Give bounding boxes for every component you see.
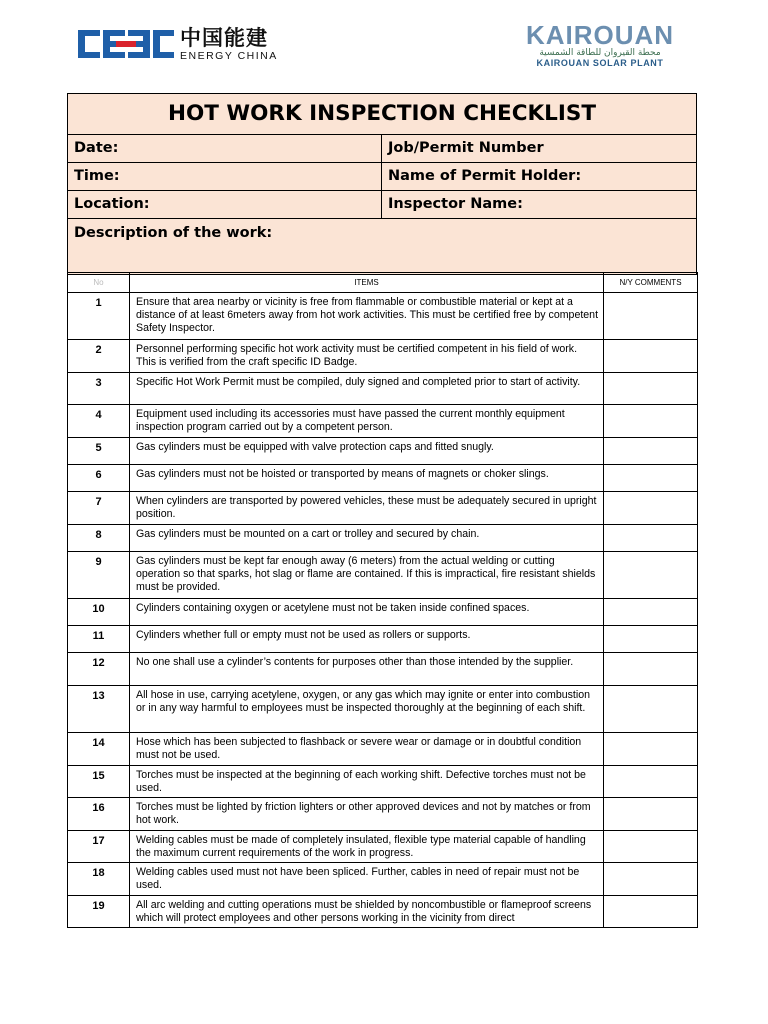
checklist-row-comment-cell[interactable] xyxy=(604,798,698,831)
checklist-row xyxy=(68,465,698,492)
kairouan-wordmark: KAIROUAN xyxy=(525,20,675,50)
checklist-row xyxy=(68,405,698,438)
checklist-row-comment-cell[interactable] xyxy=(604,733,698,766)
checklist-row-comment-cell[interactable] xyxy=(604,373,698,405)
kairouan-arabic-name: محطة القيروان للطاقة الشمسية xyxy=(539,48,661,58)
permit-holder-field[interactable]: Name of Permit Holder: xyxy=(388,168,582,184)
checklist-row-number: 13 xyxy=(68,686,130,733)
checklist-row-number: 6 xyxy=(68,465,130,492)
checklist-row-number: 1 xyxy=(68,293,130,340)
checklist-row-number: 19 xyxy=(68,896,130,928)
date-field[interactable]: Date: xyxy=(68,135,382,162)
checklist-body xyxy=(68,293,698,928)
checklist-row-number: 8 xyxy=(68,525,130,552)
checklist-row-comment-cell[interactable] xyxy=(604,626,698,653)
checklist-header-row xyxy=(68,273,698,293)
checklist-row-comment-cell[interactable] xyxy=(604,599,698,626)
column-header-comments: N/Y COMMENTS xyxy=(604,273,698,293)
checklist-row-item: Gas cylinders must be mounted on a cart or trolley and secured by chain. xyxy=(130,525,604,552)
checklist-row-comment-cell[interactable] xyxy=(604,766,698,798)
checklist-row-item: Cylinders containing oxygen or acetylene must not be taken inside confined spaces. xyxy=(130,599,604,626)
checklist-row-number: 9 xyxy=(68,552,130,599)
ceec-logo xyxy=(78,24,278,64)
form-row-date xyxy=(68,135,696,163)
checklist-row xyxy=(68,293,698,340)
checklist-row-number: 7 xyxy=(68,492,130,525)
checklist-row-number: 11 xyxy=(68,626,130,653)
checklist-row-item: Gas cylinders must be kept far enough away (6 meters) from the actual welding or cutting operation so that sparks, hot slag or flame are contained. If this is impractical, fire resistant shields must be provided. xyxy=(130,552,604,599)
checklist-row-item: When cylinders are transported by powered vehicles, these must be adequately secured in upright position. xyxy=(130,492,604,525)
checklist-row-item: Ensure that area nearby or vicinity is free from flammable or combustible material or kept at a distance of at least 6meters away from hot work activities. This must be certified free by competent Safety Inspector. xyxy=(130,293,604,340)
form-row-location xyxy=(68,191,696,219)
form-row-time xyxy=(68,163,696,191)
checklist-row-comment-cell[interactable] xyxy=(604,831,698,863)
checklist-row-number: 14 xyxy=(68,733,130,766)
checklist-row-comment-cell[interactable] xyxy=(604,340,698,373)
checklist-row xyxy=(68,653,698,686)
checklist-row-item: Specific Hot Work Permit must be compiled, duly signed and completed prior to start of activity. xyxy=(130,373,604,405)
ceec-logo-mark-icon xyxy=(78,26,174,62)
checklist-row-item: Hose which has been subjected to flashback or severe wear or damage or in doubtful condition must not be used. xyxy=(130,733,604,766)
checklist-row-item: All hose in use, carrying acetylene, oxygen, or any gas which may ignite or enter into combustion or in any way harmful to employees must be inspected thoroughly at the beginning of each shift. xyxy=(130,686,604,733)
ceec-chinese-name: 中国能建 xyxy=(180,25,268,50)
page-title: HOT WORK INSPECTION CHECKLIST xyxy=(68,94,696,135)
checklist-row-number: 12 xyxy=(68,653,130,686)
checklist-row xyxy=(68,492,698,525)
checklist-row xyxy=(68,733,698,766)
checklist-row-number: 16 xyxy=(68,798,130,831)
checklist-row-item: Torches must be inspected at the beginning of each working shift. Defective torches must not be used. xyxy=(130,766,604,798)
checklist-row-comment-cell[interactable] xyxy=(604,438,698,465)
inspection-form-header xyxy=(67,93,697,275)
checklist-row-number: 15 xyxy=(68,766,130,798)
checklist-row-item: Welding cables must be made of completely insulated, flexible type material capable of handling the maximum current requirements of the work in progress. xyxy=(130,831,604,863)
checklist-row-number: 3 xyxy=(68,373,130,405)
checklist-row xyxy=(68,686,698,733)
checklist-row-comment-cell[interactable] xyxy=(604,405,698,438)
checklist-row-item: Gas cylinders must be equipped with valve protection caps and fitted snugly. xyxy=(130,438,604,465)
checklist-row xyxy=(68,525,698,552)
checklist-row xyxy=(68,896,698,928)
checklist-row-number: 10 xyxy=(68,599,130,626)
inspector-name-field[interactable]: Inspector Name: xyxy=(388,196,523,212)
checklist-row xyxy=(68,798,698,831)
column-header-items: ITEMS xyxy=(130,273,604,293)
checklist-row-item: Welding cables used must not have been spliced. Further, cables in need of repair must not be used. xyxy=(130,863,604,896)
description-field[interactable]: Description of the work: xyxy=(74,225,273,241)
checklist-row-number: 18 xyxy=(68,863,130,896)
checklist-row-comment-cell[interactable] xyxy=(604,492,698,525)
checklist-row-number: 4 xyxy=(68,405,130,438)
checklist-row xyxy=(68,831,698,863)
location-field[interactable]: Location: xyxy=(68,191,382,218)
checklist-row-item: No one shall use a cylinder’s contents for purposes other than those intended by the supplier. xyxy=(130,653,604,686)
checklist-row xyxy=(68,863,698,896)
checklist-row xyxy=(68,340,698,373)
checklist-table xyxy=(67,272,698,928)
checklist-row-number: 2 xyxy=(68,340,130,373)
checklist-row xyxy=(68,373,698,405)
kairouan-subtitle: KAIROUAN SOLAR PLANT xyxy=(536,58,664,68)
checklist-row-item: All arc welding and cutting operations must be shielded by noncombustible or flameproof screens which will protect employees and other persons working in the vicinity from direct xyxy=(130,896,604,928)
kairouan-logo xyxy=(505,22,695,68)
checklist-row xyxy=(68,599,698,626)
checklist-row-comment-cell[interactable] xyxy=(604,896,698,928)
checklist-row-item: Torches must be lighted by friction lighters or other approved devices and not by matches or from hot work. xyxy=(130,798,604,831)
checklist-row-item: Equipment used including its accessories must have passed the current monthly equipment inspection program carried out by a competent person. xyxy=(130,405,604,438)
column-header-no: No xyxy=(68,273,130,293)
checklist-row-comment-cell[interactable] xyxy=(604,525,698,552)
checklist-row-comment-cell[interactable] xyxy=(604,863,698,896)
checklist-row xyxy=(68,626,698,653)
checklist-row-item: Cylinders whether full or empty must not be used as rollers or supports. xyxy=(130,626,604,653)
checklist-row xyxy=(68,766,698,798)
checklist-row-item: Gas cylinders must not be hoisted or transported by means of magnets or choker slings. xyxy=(130,465,604,492)
checklist-row-comment-cell[interactable] xyxy=(604,293,698,340)
checklist-row-comment-cell[interactable] xyxy=(604,653,698,686)
checklist-row xyxy=(68,438,698,465)
checklist-row-comment-cell[interactable] xyxy=(604,552,698,599)
checklist-row-item: Personnel performing specific hot work activity must be certified competent in his field of work. This is verified from the craft specific ID Badge. xyxy=(130,340,604,373)
checklist-row-number: 17 xyxy=(68,831,130,863)
form-row-description xyxy=(68,219,696,274)
checklist-row-number: 5 xyxy=(68,438,130,465)
checklist-row-comment-cell[interactable] xyxy=(604,465,698,492)
time-field[interactable]: Time: xyxy=(68,163,382,190)
job-permit-field[interactable]: Job/Permit Number xyxy=(388,140,544,156)
ceec-english-name: ENERGY CHINA xyxy=(180,49,278,62)
checklist-row xyxy=(68,552,698,599)
checklist-row-comment-cell[interactable] xyxy=(604,686,698,733)
